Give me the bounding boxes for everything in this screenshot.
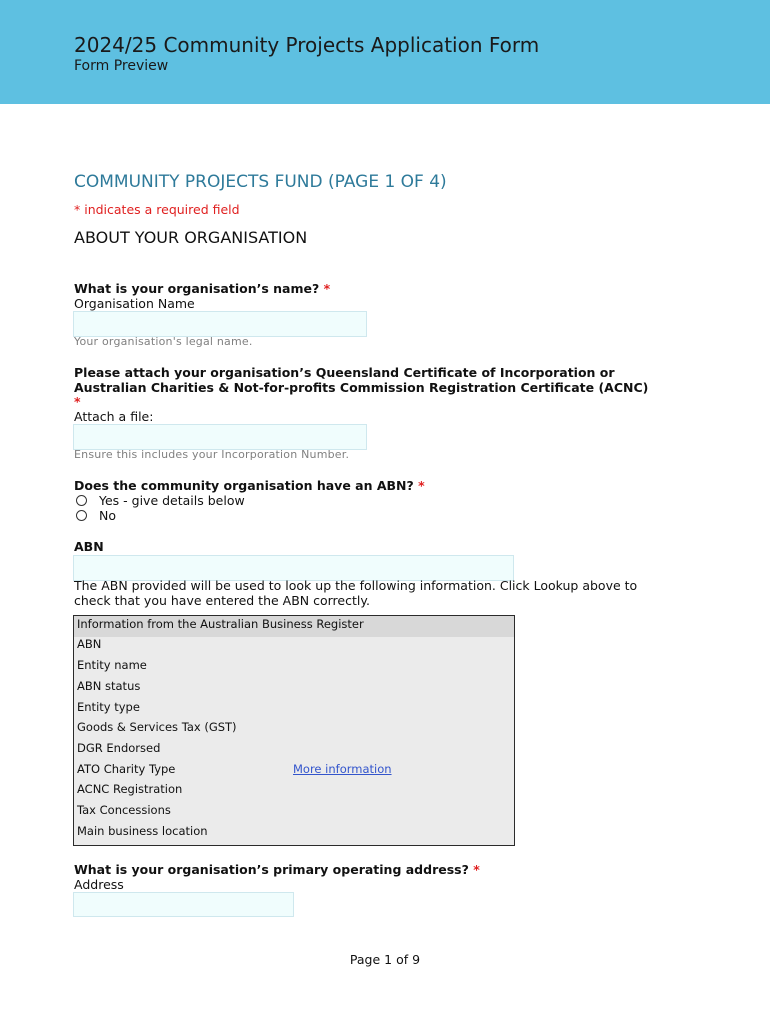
org-name-question <box>74 281 330 296</box>
required-marker: * <box>74 394 81 409</box>
section-title: ABOUT YOUR ORGANISATION <box>74 228 308 247</box>
abn-exists-question <box>74 478 425 493</box>
more-information-link[interactable]: More information <box>293 762 392 776</box>
page-title: COMMUNITY PROJECTS FUND (PAGE 1 OF 4) <box>74 172 447 192</box>
certificate-question-line2: Australian Charities & Not-for-profits Commission Registration Certificate (ACNC) <box>74 380 649 395</box>
org-name-label: Organisation Name <box>74 296 195 311</box>
attach-file-label: Attach a file: <box>74 409 154 424</box>
abn-option-yes[interactable] <box>74 493 245 508</box>
abn-option-yes-label: Yes - give details below <box>99 493 245 508</box>
address-label: Address <box>74 877 124 892</box>
abn-option-no-label: No <box>99 508 116 523</box>
abn-info-line2: check that you have entered the ABN correctly. <box>74 593 370 608</box>
certificate-help: Ensure this includes your Incorporation Number. <box>74 448 350 461</box>
abr-row-entity-name: Entity name <box>77 658 147 672</box>
radio-button-icon[interactable] <box>76 510 87 521</box>
abr-row-gst: Goods & Services Tax (GST) <box>77 720 237 734</box>
address-input[interactable] <box>73 892 294 917</box>
abn-info-line1: The ABN provided will be used to look up the following information. Click Lookup above to <box>74 578 638 593</box>
abn-option-no[interactable] <box>74 508 116 523</box>
abr-row-abn: ABN <box>77 637 102 651</box>
required-marker: * <box>323 281 331 296</box>
abn-label: ABN <box>74 539 104 554</box>
page-indicator: Page 1 of 9 <box>349 952 421 967</box>
abr-row-dgr: DGR Endorsed <box>77 741 161 755</box>
certificate-question-line1: Please attach your organisation’s Queensland Certificate of Incorporation or <box>74 365 615 380</box>
abr-row-entity-type: Entity type <box>77 700 140 714</box>
org-name-help: Your organisation's legal name. <box>74 335 253 348</box>
org-name-question-text: What is your organisation’s name? <box>74 281 320 296</box>
abr-row-abn-status: ABN status <box>77 679 141 693</box>
required-marker: * <box>473 862 480 877</box>
file-upload-field[interactable] <box>73 424 367 450</box>
org-name-input[interactable] <box>73 311 367 337</box>
abn-exists-question-text: Does the community organisation have an ABN? <box>74 478 414 493</box>
required-marker: * <box>418 478 425 493</box>
required-field-note: * indicates a required field <box>74 202 240 217</box>
abr-table-header: Information from the Australian Business Register <box>74 616 514 637</box>
radio-button-icon[interactable] <box>76 495 87 506</box>
form-subtitle: Form Preview <box>74 58 169 74</box>
address-question <box>74 862 480 877</box>
form-title: 2024/25 Community Projects Application Form <box>74 33 540 57</box>
abr-row-main-location: Main business location <box>77 824 208 838</box>
abr-row-ato-charity-type: ATO Charity Type <box>77 762 176 776</box>
abr-info-table <box>73 615 515 846</box>
abr-row-acnc: ACNC Registration <box>77 782 183 796</box>
form-header <box>0 0 770 104</box>
abr-row-tax-concessions: Tax Concessions <box>77 803 171 817</box>
address-question-text: What is your organisation’s primary operating address? <box>74 862 469 877</box>
